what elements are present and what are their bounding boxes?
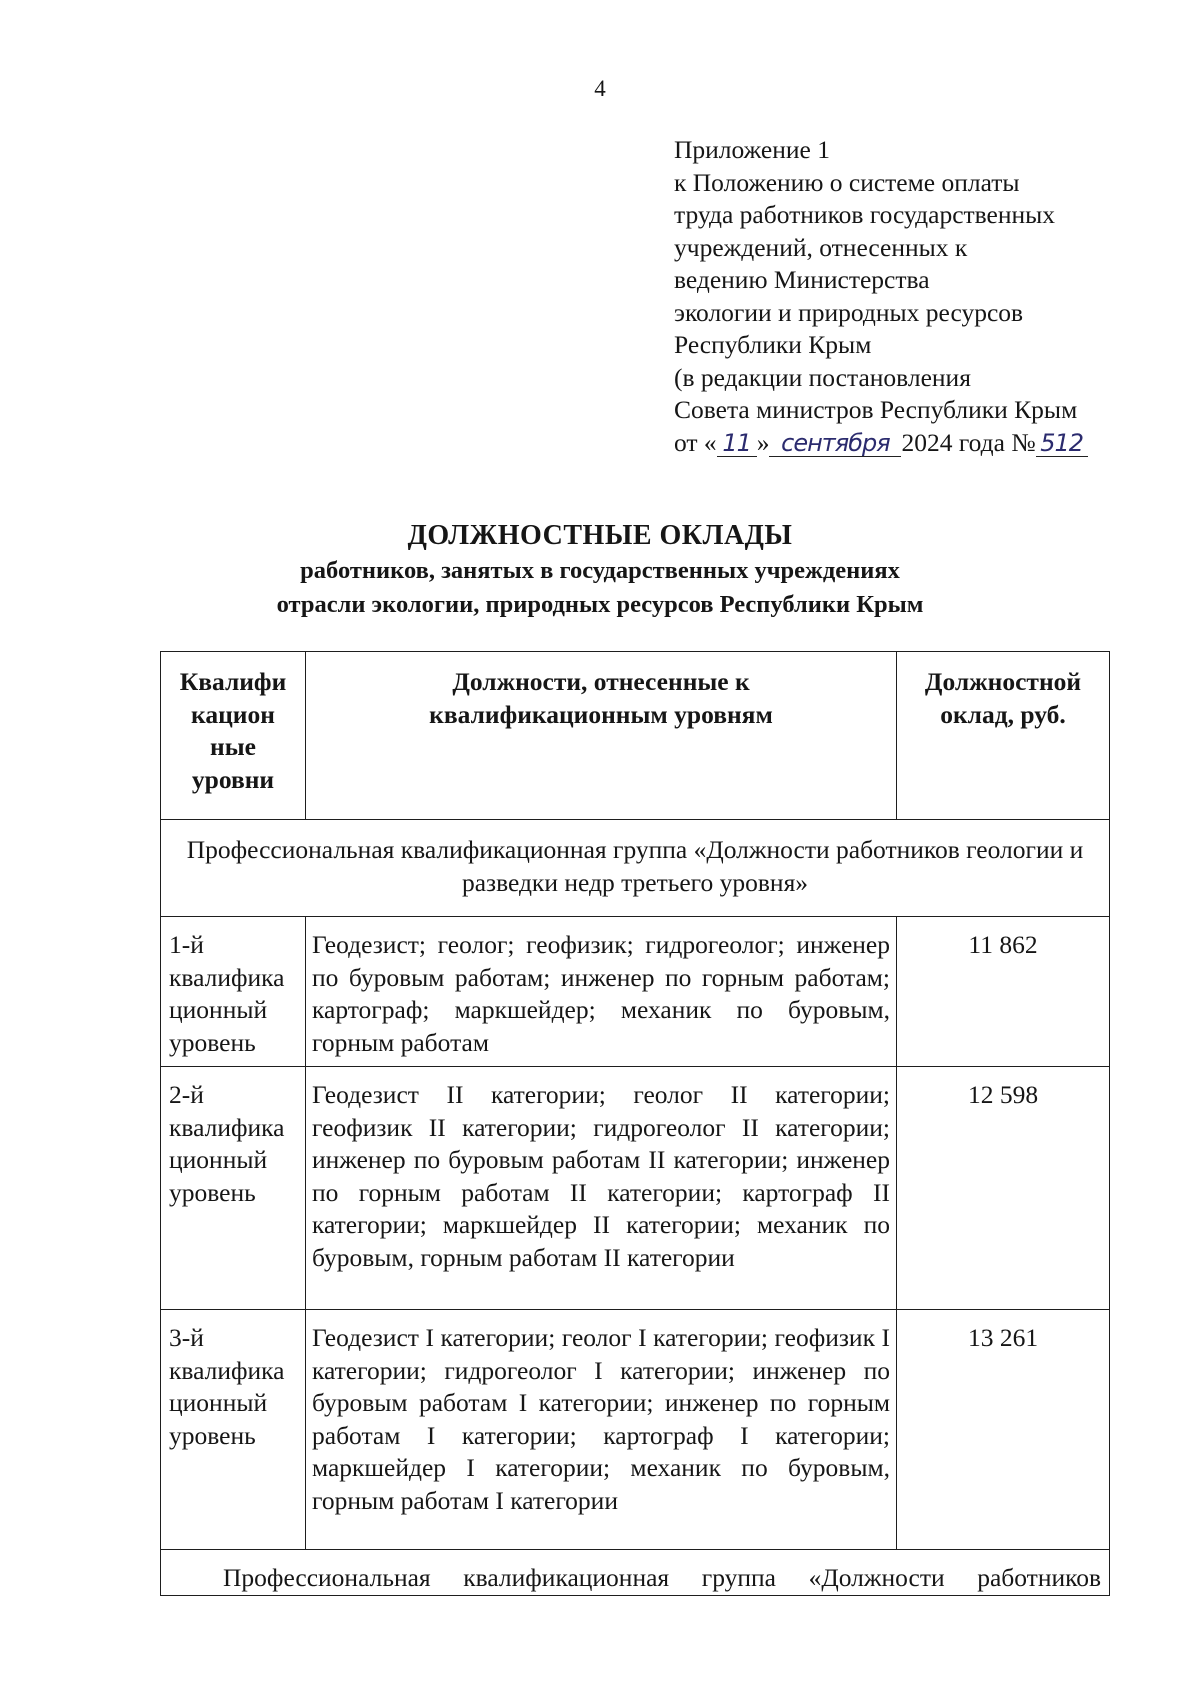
salary-table xyxy=(160,651,1110,1596)
appendix-line: (в редакции постановления xyxy=(674,362,971,392)
group-title: Профессиональная квалификационная группа «Должности работников геологии и разведки недр третьего уровня» xyxy=(161,820,1110,917)
appendix-date-line xyxy=(674,427,1174,460)
level-cell: 2-й квалифика ционный уровень xyxy=(161,1067,306,1310)
header-positions: Должности, отнесенные к квалификационным уровням xyxy=(306,652,897,820)
page-number: 4 xyxy=(594,76,606,101)
table-row xyxy=(161,1310,1110,1550)
date-mid: » xyxy=(756,427,770,457)
salary-cell: 11 862 xyxy=(897,917,1110,1067)
appendix-line: ведению Министерства xyxy=(674,265,930,294)
table-row xyxy=(161,1067,1110,1310)
appendix-line: к Положению о системе оплаты xyxy=(674,167,1020,197)
positions-cell: Геодезист; геолог; геофизик; гидрогеолог; инженер по буровым работам; инженер по горным работам; картограф; маркшейдер; механик по буровым, горным работам xyxy=(306,917,897,1067)
appendix-line: учреждений, отнесенных к xyxy=(674,232,968,262)
appendix-line: Совета министров Республики Крым xyxy=(674,395,1078,424)
appendix-block xyxy=(674,134,1174,459)
table-header-row xyxy=(161,652,1110,820)
appendix-line: труда работников государственных xyxy=(674,200,1056,229)
level-cell: 1-й квалифика ционный уровень xyxy=(161,917,306,1067)
group-title: Профессиональная квалификационная группа «Должности работников xyxy=(161,1550,1110,1596)
doc-number-handwritten: 512 xyxy=(1040,428,1084,457)
salary-cell: 12 598 xyxy=(897,1067,1110,1310)
appendix-line: экологии и природных ресурсов xyxy=(674,297,1024,327)
salary-cell: 13 261 xyxy=(897,1310,1110,1550)
document-title xyxy=(0,518,1200,622)
date-year: 2024 года № xyxy=(901,427,1036,457)
positions-cell: Геодезист II категории; геолог II категории; геофизик II категории; гидрогеолог II категории; инженер по буровым работам II категории; инженер по горным работам II категории; картограф II категории; маркшейдер II категории; механик по буровым, горным работам II категории xyxy=(306,1067,897,1310)
header-salary: Должностной оклад, руб. xyxy=(897,652,1110,820)
appendix-line: Приложение 1 xyxy=(674,135,830,164)
date-prefix: от « xyxy=(674,427,717,457)
appendix-line: Республики Крым xyxy=(674,330,872,359)
title-main: ДОЛЖНОСТНЫЕ ОКЛАДЫ xyxy=(407,520,793,551)
title-subtitle-1: работников, занятых в государственных учреждениях xyxy=(300,557,900,584)
table-row xyxy=(161,917,1110,1067)
level-cell: 3-й квалифика ционный уровень xyxy=(161,1310,306,1550)
table-group-row xyxy=(161,820,1110,917)
table-group-row xyxy=(161,1550,1110,1596)
title-subtitle-2: отрасли экологии, природных ресурсов Республики Крым xyxy=(276,591,924,618)
date-month-handwritten: сентября xyxy=(781,428,890,457)
date-day-handwritten: 11 xyxy=(722,428,751,457)
positions-cell: Геодезист I категории; геолог I категории; геофизик I категории; гидрогеолог I категории; инженер по буровым работам I категории; инженер по горным работам I категории; картограф I категории; маркшейдер I категории; механик по буровым, горным работам I категории xyxy=(306,1310,897,1550)
header-level: Квалифи кацион ные уровни xyxy=(161,652,306,820)
